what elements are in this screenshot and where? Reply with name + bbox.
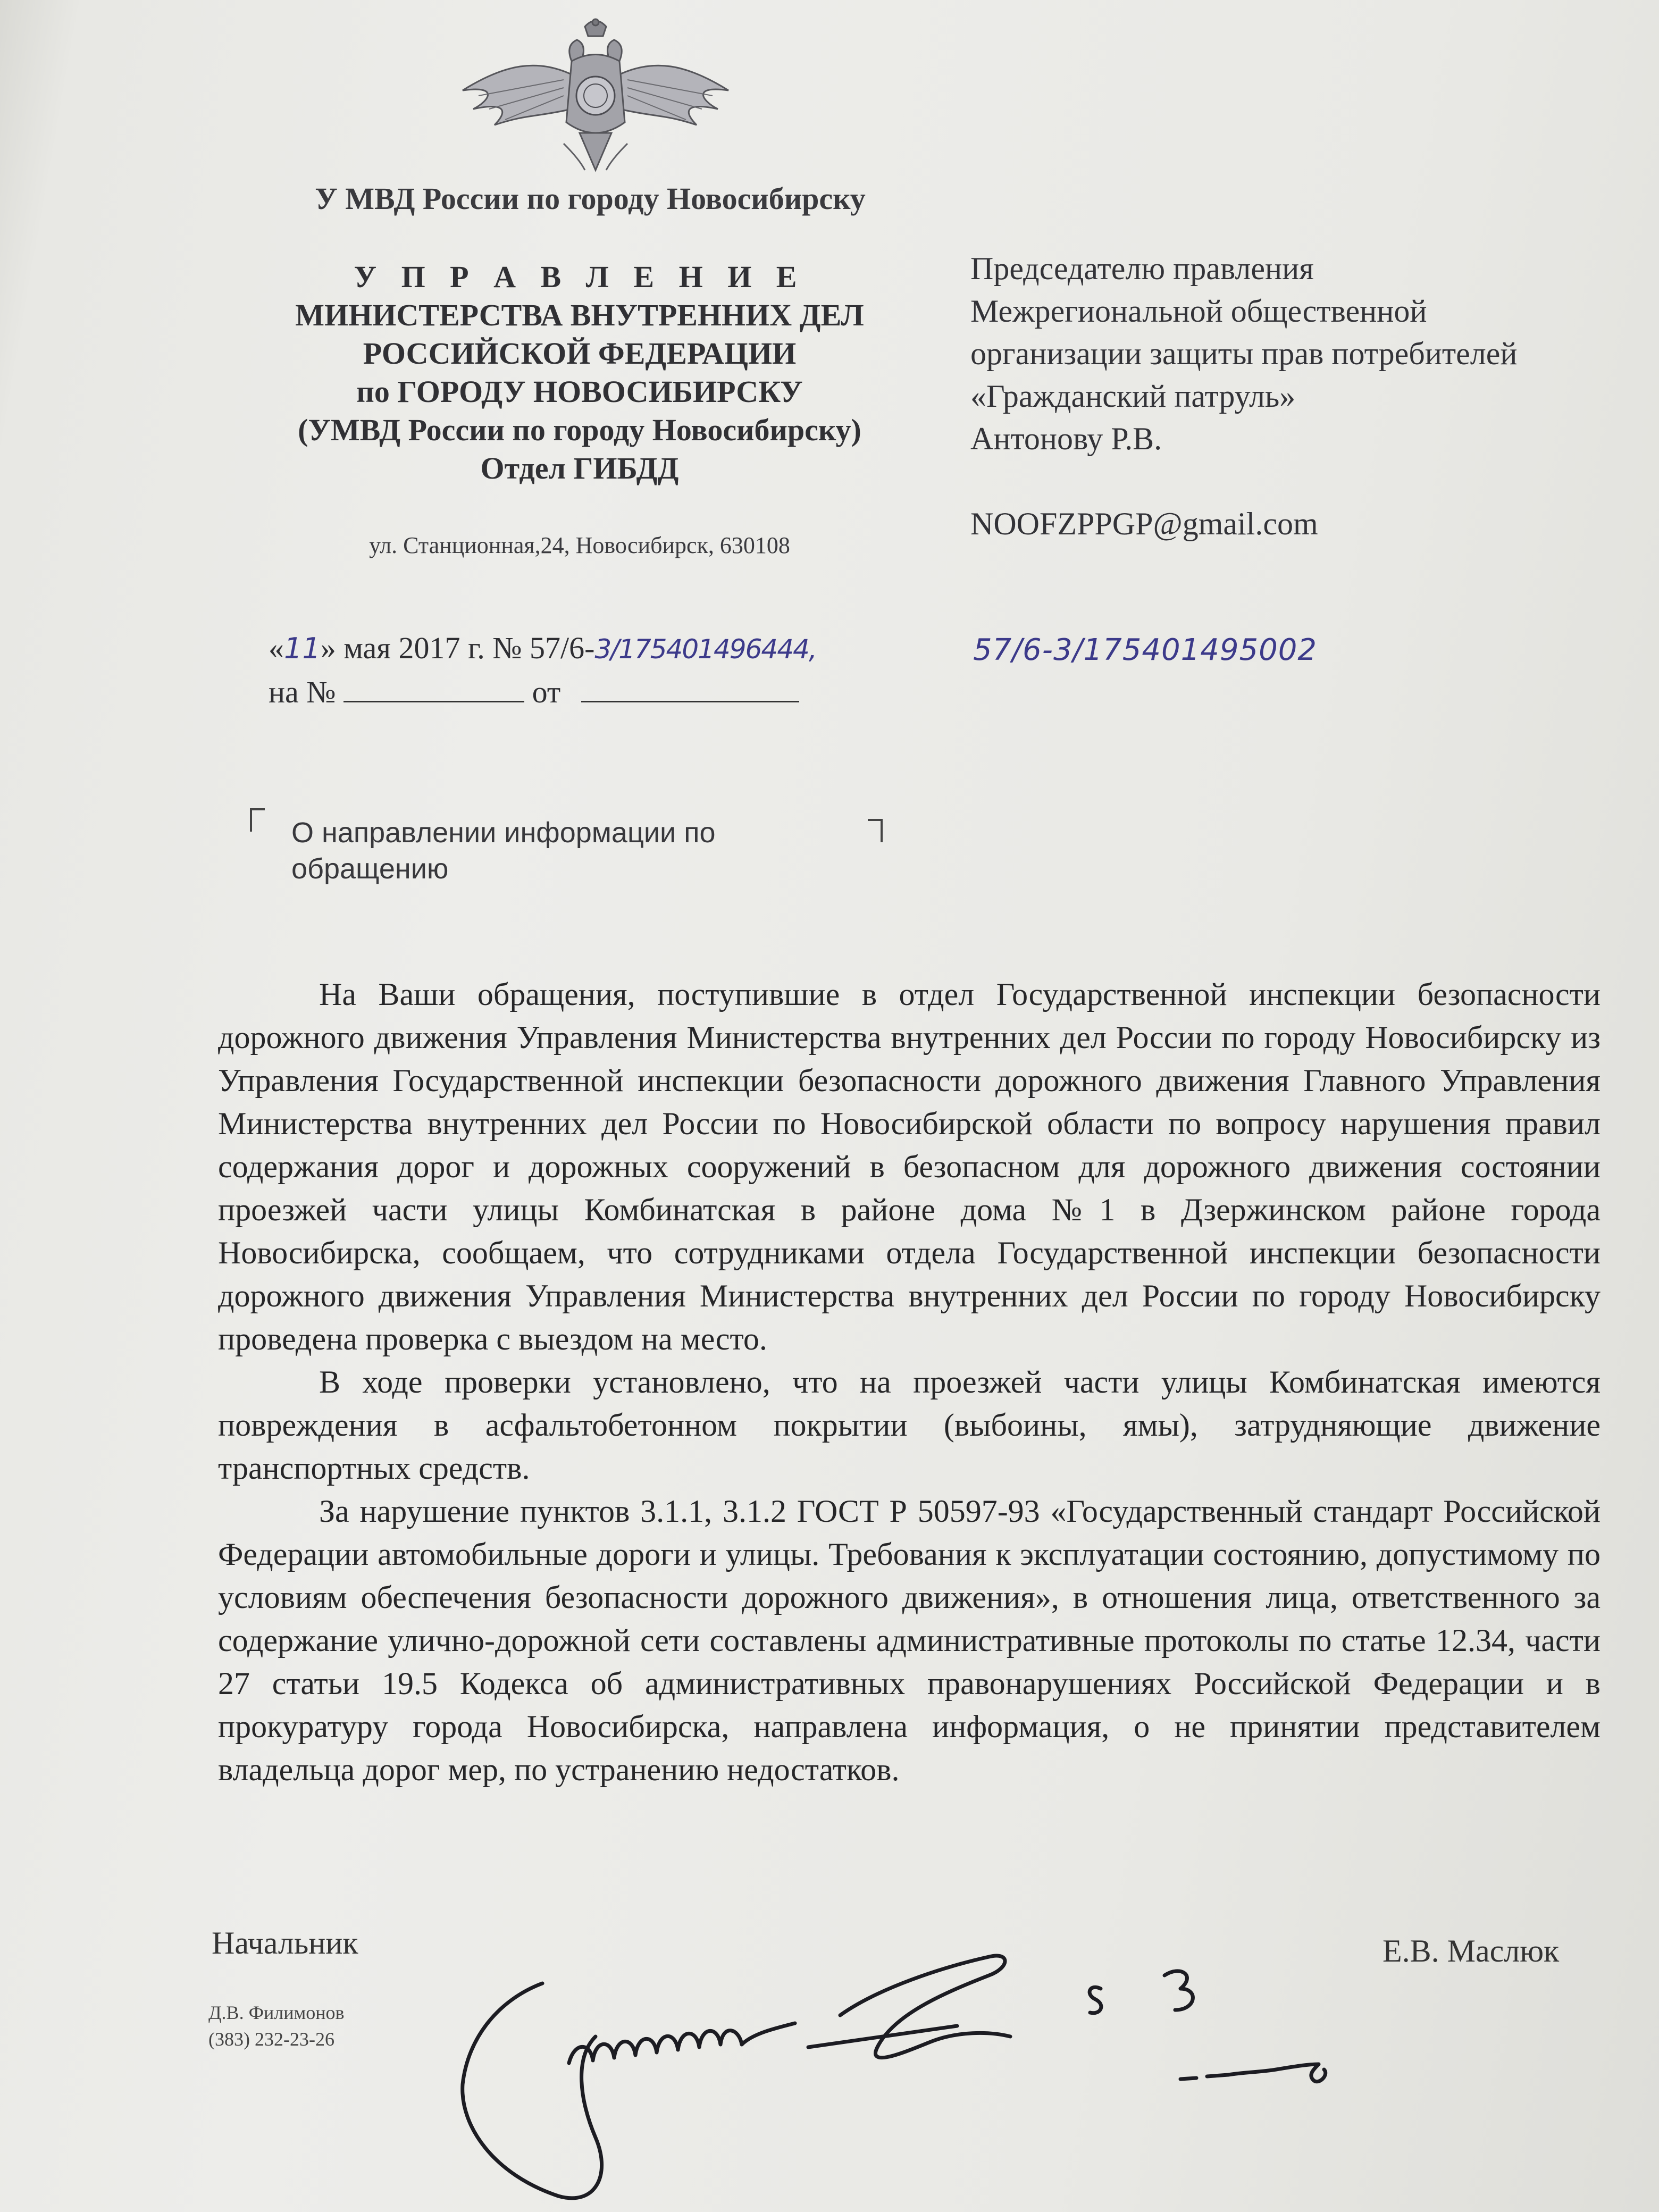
- signatory-name: Е.В. Маслюк: [1382, 1933, 1560, 1968]
- recipient-line: «Гражданский патруль»: [970, 379, 1296, 414]
- recipient-line: Межрегиональной общественной: [970, 294, 1427, 329]
- handwritten-reg-number: 3/175401496444,: [594, 634, 816, 665]
- dept-line-5: (УМВД России по городу Новосибирску): [298, 413, 861, 447]
- subject-text: [291, 815, 823, 887]
- department-header: [202, 258, 957, 488]
- handwritten-signature: [436, 1925, 1393, 2212]
- department-address: ул. Станционная,24, Новосибирск, 630108: [369, 532, 790, 558]
- dept-line-3: РОССИЙСКОЙ ФЕДЕРАЦИИ: [363, 336, 797, 371]
- body-paragraph: В ходе проверки установлено, что на проезжей части улицы Комбинатская имеются повреждения в асфальтобетонном покрытии (выбоины, ямы), затрудняющие движение транспортных средств.: [218, 1364, 1601, 1486]
- agency-line: У МВД России по городу Новосибирску: [315, 181, 866, 216]
- subject-line: О направлении информации по: [291, 817, 716, 849]
- recipient-line: Антонову Р.В.: [970, 421, 1162, 456]
- dept-line-6: Отдел ГИБДД: [480, 451, 679, 485]
- date-number-line: [269, 630, 816, 666]
- dept-line-1: У П Р А В Л Е Н И Е: [354, 259, 806, 294]
- body-paragraph: На Ваши обращения, поступившие в отдел Государственной инспекции безопасности дорожного движения Управления Министерства внутренних дел России по городу Новосибирску из Управления Государственной инспекции безопасности дорожного движения Главного Управления Министерства внутренних дел России по Новосибирской области по вопросу нарушения правил содержания дорог и дорожных сооружений в безопасном для дорожного движения состоянии проезжей части улицы Комбинатская в районе дома №1 в Дзержинском районе города Новосибирска, сообщаем, что сотрудниками отдела Государственной инспекции безопасности дорожного движения Управления Министерства внутренних дел России по городу Новосибирску проведена проверка с выездом на место.: [218, 977, 1601, 1356]
- recipient-block: [970, 247, 1635, 545]
- double-headed-eagle-emblem-icon: [457, 11, 734, 186]
- letter-body: [218, 973, 1601, 1791]
- handwritten-reg-number-2: 57/6-3/175401495002: [973, 633, 1318, 667]
- subject-bracket-left: [250, 808, 265, 832]
- subject-bracket-right: [868, 819, 883, 842]
- subject-line: обращению: [291, 853, 449, 885]
- recipient-line: организации защиты прав потребителей: [970, 336, 1518, 371]
- dept-line-2: МИНИСТЕРСТВА ВНУТРЕННИХ ДЕЛ: [295, 298, 864, 332]
- signatory-title: Начальник: [212, 1925, 358, 1960]
- executor-info: [208, 1999, 345, 2052]
- reference-from: от: [532, 675, 561, 709]
- reference-prefix: на №: [269, 675, 336, 709]
- body-paragraph: За нарушение пунктов 3.1.1, 3.1.2 ГОСТ Р 50597-93 «Государственный стандарт Российской Федерации автомобильные дороги и улицы. Требования к эксплуатации состоянию, допустимому по условиям обеспечения безопасности дорожного движения», в отношения лица, ответственного за содержание улично-дорожной сети составлены административные протоколы по статье 12.34, части 27 статьи 19.5 Кодекса об административных правонарушениях Российской Федерации и в прокуратуру города Новосибирска, направлена информация, о не принятии представителем владельца дорог мер, по устранению недостатков.: [218, 1494, 1601, 1787]
- open-quote: «: [269, 631, 284, 665]
- reference-line: [269, 674, 799, 710]
- handwritten-day: 11: [284, 632, 321, 665]
- recipient-line: Председателю правления: [970, 251, 1314, 286]
- executor-phone: (383) 232-23-26: [208, 2029, 334, 2050]
- executor-name: Д.В. Филимонов: [208, 2002, 345, 2023]
- dept-line-4: по ГОРОДУ НОВОСИБИРСКУ: [356, 374, 803, 409]
- reference-number-blank: [343, 680, 524, 702]
- recipient-email: NOOFZPPGP@gmail.com: [970, 506, 1318, 541]
- reference-date-blank: [581, 680, 799, 702]
- subject-block: [250, 808, 883, 893]
- date-text: » мая 2017 г. № 57/6-: [320, 631, 595, 665]
